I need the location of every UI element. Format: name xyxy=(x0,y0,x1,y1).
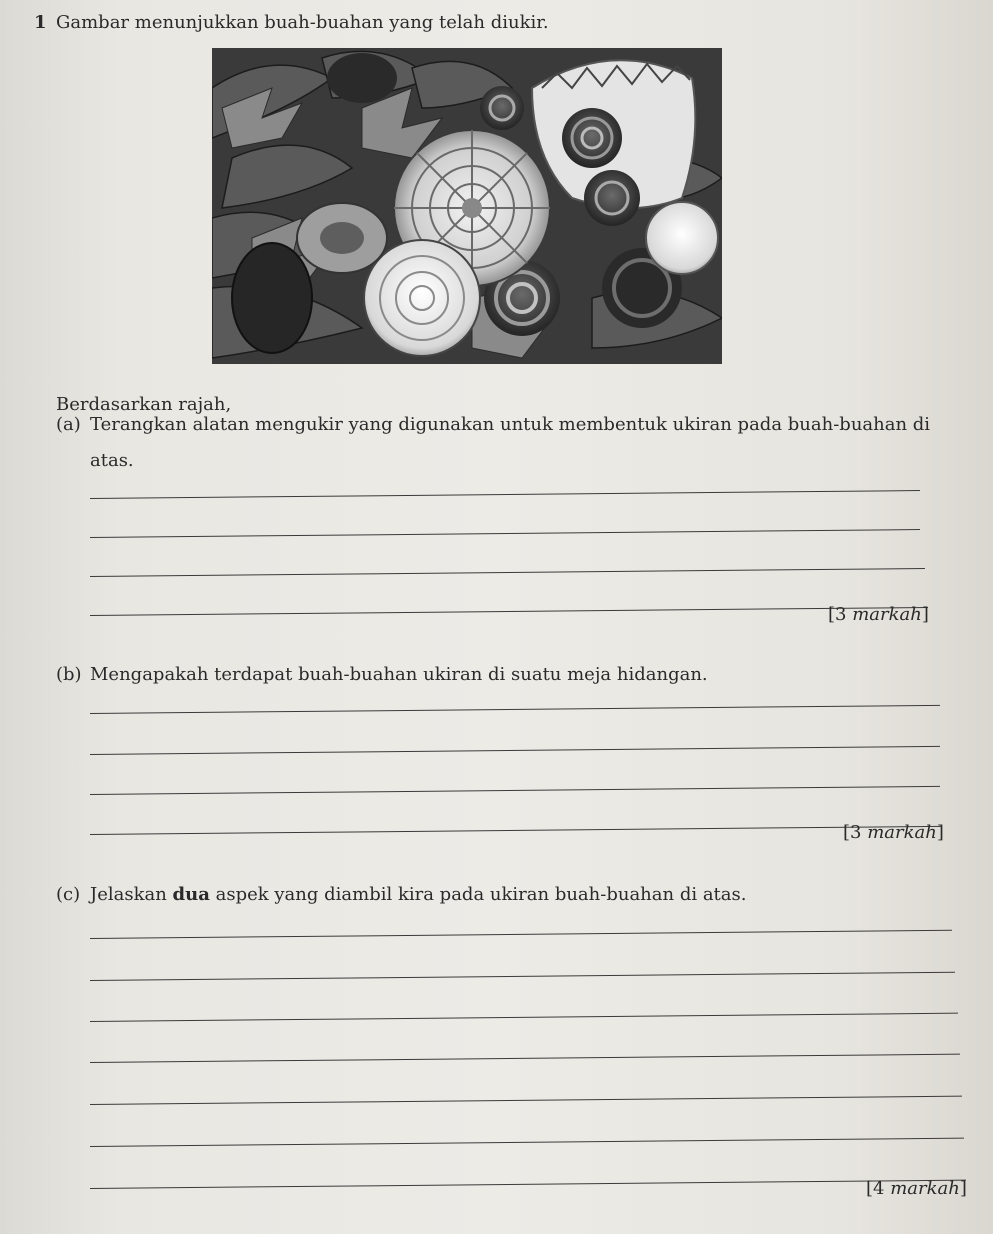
answer-line[interactable] xyxy=(90,1013,958,1022)
answer-line[interactable] xyxy=(90,490,920,499)
answer-line[interactable] xyxy=(90,826,942,835)
part-a-text-line2: atas. xyxy=(90,450,134,471)
question-number: 1 xyxy=(34,12,47,33)
part-a-marks: [3 markah] xyxy=(828,604,929,625)
answer-line[interactable] xyxy=(90,930,952,939)
answer-line[interactable] xyxy=(90,1054,960,1063)
carved-fruit-photo xyxy=(212,48,722,364)
answer-line[interactable] xyxy=(90,705,940,714)
part-c-marks: [4 markah] xyxy=(866,1178,967,1199)
part-b-text: Mengapakah terdapat buah-buahan ukiran di suatu meja hidangan. xyxy=(90,664,708,685)
answer-line[interactable] xyxy=(90,529,920,538)
part-c-text: Jelaskan dua aspek yang diambil kira pada ukiran buah-buahan di atas. xyxy=(90,884,747,905)
part-b-label: (b) xyxy=(56,664,82,685)
answer-line[interactable] xyxy=(90,1180,966,1189)
answer-line[interactable] xyxy=(90,568,925,577)
answer-line[interactable] xyxy=(90,786,940,795)
answer-line[interactable] xyxy=(90,607,928,616)
part-a-label: (a) xyxy=(56,414,81,435)
answer-line[interactable] xyxy=(90,1096,962,1105)
answer-line[interactable] xyxy=(90,746,940,755)
answer-line[interactable] xyxy=(90,1138,964,1147)
answer-line[interactable] xyxy=(90,972,955,981)
intro-text: Berdasarkan rajah, xyxy=(56,394,232,415)
part-c-label: (c) xyxy=(56,884,81,905)
part-b-marks: [3 markah] xyxy=(843,822,944,843)
question-stem: Gambar menunjukkan buah-buahan yang telah diukir. xyxy=(56,12,549,33)
part-a-text-line1: Terangkan alatan mengukir yang digunakan untuk membentuk ukiran pada buah-buahan di xyxy=(90,414,931,435)
